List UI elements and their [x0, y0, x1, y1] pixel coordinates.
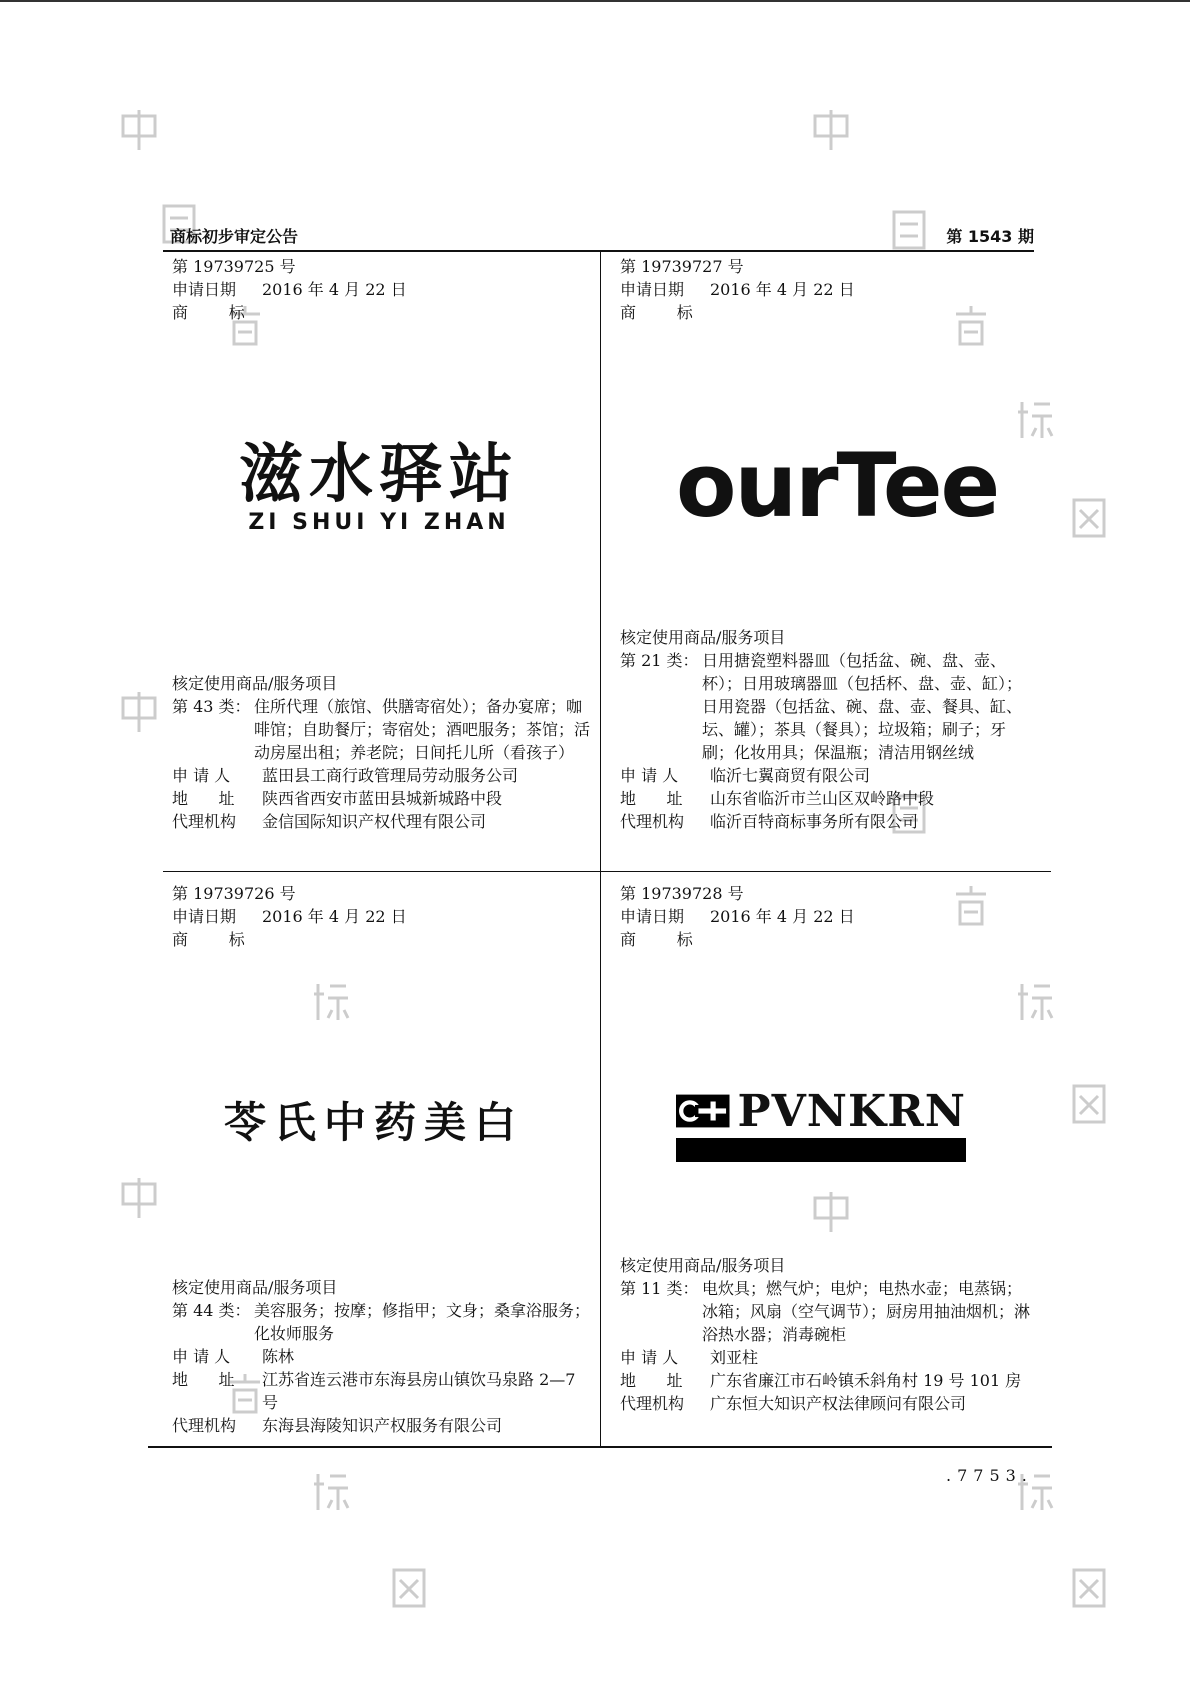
applicant: 临沂七翼商贸有限公司 [710, 766, 871, 785]
watermark-icon [390, 1566, 428, 1610]
applicant: 陈林 [262, 1347, 295, 1366]
mark-label: 商 标 [620, 303, 693, 322]
watermark-icon [1070, 1082, 1108, 1126]
address: 广东省廉江市石岭镇禾斜角村 19 号 101 房 [710, 1371, 1022, 1390]
mark-label: 商 标 [172, 303, 245, 322]
agent: 东海县海陵知识产权服务有限公司 [262, 1416, 503, 1435]
footer-rule [148, 1446, 1052, 1448]
goods-list: 电炊具；燃气炉；电炉；电热水壶；电蒸锅；冰箱；风扇（空气调节）；厨房用抽油烟机；淋浴热水器；消毒碗柜 [702, 1279, 1031, 1344]
row-divider [163, 871, 1051, 872]
entry-19739725-header [172, 255, 592, 324]
date-label: 申请日期 [172, 280, 237, 299]
date-label: 申请日期 [172, 907, 237, 926]
page-number: .7753. [946, 1466, 1033, 1485]
date-label: 申请日期 [620, 907, 685, 926]
applicant-label: 申 请 人 [620, 1348, 679, 1367]
agent: 金信国际知识产权代理有限公司 [262, 812, 487, 831]
trademark-image-2: ourTee [676, 434, 999, 537]
header-rule [163, 250, 1034, 252]
pvnkrn-logo-icon [676, 1092, 730, 1130]
watermark-icon [812, 1190, 850, 1234]
mark-pinyin: ZI SHUI YI ZHAN [248, 510, 510, 535]
watermark-icon [312, 980, 350, 1024]
agent: 临沂百特商标事务所有限公司 [710, 812, 919, 831]
reg-number: 第 19739727 号 [620, 257, 744, 276]
goods-class: 第 43 类： [172, 697, 251, 716]
entry-19739725-details [172, 672, 590, 833]
page-title: 商标初步审定公告 [170, 227, 299, 246]
goods-title: 核定使用商品/服务项目 [620, 628, 786, 647]
watermark-icon [1070, 496, 1108, 540]
agent-label: 代理机构 [172, 1416, 237, 1435]
agent-label: 代理机构 [620, 1394, 685, 1413]
trademark-image-3: 苓氏中药美白 [224, 1098, 525, 1147]
goods-list: 日用搪瓷塑料器皿（包括盆、碗、盘、壶、杯）；日用玻璃器皿（包括杯、盘、壶、缸）；日用瓷器（包括盆、碗、盘、壶、餐具、缸、坛、罐）；茶具（餐具）；垃圾箱；刷子；牙刷；化妆用具；保温瓶；清洁用钢丝绒 [702, 651, 1023, 762]
watermark-icon [1016, 398, 1054, 442]
entry-19739726-details [172, 1276, 590, 1437]
reg-number: 第 19739726 号 [172, 884, 296, 903]
address: 陕西省西安市蓝田县城新城路中段 [262, 789, 503, 808]
application-date: 2016 年 4 月 22 日 [262, 280, 407, 299]
watermark-icon [812, 108, 850, 152]
date-label: 申请日期 [620, 280, 685, 299]
applicant-label: 申 请 人 [172, 766, 231, 785]
application-date: 2016 年 4 月 22 日 [262, 907, 407, 926]
applicant-label: 申 请 人 [620, 766, 679, 785]
address-label: 地 址 [620, 1371, 683, 1390]
goods-title: 核定使用商品/服务项目 [172, 674, 338, 693]
goods-list: 美容服务；按摩；修指甲；文身；桑拿浴服务；化妆师服务 [254, 1301, 591, 1343]
entry-19739728-header [620, 882, 1040, 951]
mark-word: PVNKRN [737, 1085, 966, 1137]
address-label: 地 址 [172, 789, 235, 808]
mark-chinese: 滋水驿站 [239, 437, 519, 512]
applicant-label: 申 请 人 [172, 1347, 231, 1366]
agent: 广东恒大知识产权法律顾问有限公司 [710, 1394, 967, 1413]
trademark-image-4 [676, 1085, 966, 1164]
reg-number: 第 19739725 号 [172, 257, 296, 276]
goods-title: 核定使用商品/服务项目 [172, 1278, 338, 1297]
application-date: 2016 年 4 月 22 日 [710, 280, 855, 299]
mark-label: 商 标 [172, 930, 245, 949]
watermark-icon [312, 1470, 350, 1514]
issue-number: 第 1543 期 [946, 227, 1034, 246]
goods-class: 第 11 类： [620, 1279, 699, 1298]
column-divider [600, 252, 601, 1446]
goods-class: 第 44 类： [172, 1301, 251, 1320]
agent-label: 代理机构 [620, 812, 685, 831]
address-label: 地 址 [172, 1370, 235, 1389]
watermark-icon [1070, 1566, 1108, 1610]
application-date: 2016 年 4 月 22 日 [710, 907, 855, 926]
agent-label: 代理机构 [172, 812, 237, 831]
watermark-icon [120, 690, 158, 734]
reg-number: 第 19739728 号 [620, 884, 744, 903]
mark-label: 商 标 [620, 930, 693, 949]
applicant: 蓝田县工商行政管理局劳动服务公司 [262, 766, 519, 785]
entry-19739726-header [172, 882, 592, 951]
address: 山东省临沂市兰山区双岭路中段 [710, 789, 935, 808]
trademark-image-1 [224, 437, 534, 535]
watermark-icon [1016, 980, 1054, 1024]
entry-19739727-header [620, 255, 1040, 324]
mark-bar [676, 1138, 966, 1162]
address-label: 地 址 [620, 789, 683, 808]
goods-title: 核定使用商品/服务项目 [620, 1256, 786, 1275]
goods-class: 第 21 类： [620, 651, 699, 670]
entry-19739728-details [620, 1254, 1034, 1415]
top-border [0, 0, 1190, 2]
applicant: 刘亚柱 [710, 1348, 759, 1367]
page-header [170, 224, 1034, 250]
address: 江苏省连云港市东海县房山镇饮马泉路 2—7 号 [262, 1370, 576, 1412]
watermark-icon [120, 108, 158, 152]
entry-19739727-details [620, 626, 1034, 833]
watermark-icon [120, 1176, 158, 1220]
goods-list: 住所代理（旅馆、供膳寄宿处）；备办宴席；咖啡馆；自助餐厅；寄宿处；酒吧服务；茶馆；活动房屋出租；养老院；日间托儿所（看孩子） [254, 697, 591, 762]
